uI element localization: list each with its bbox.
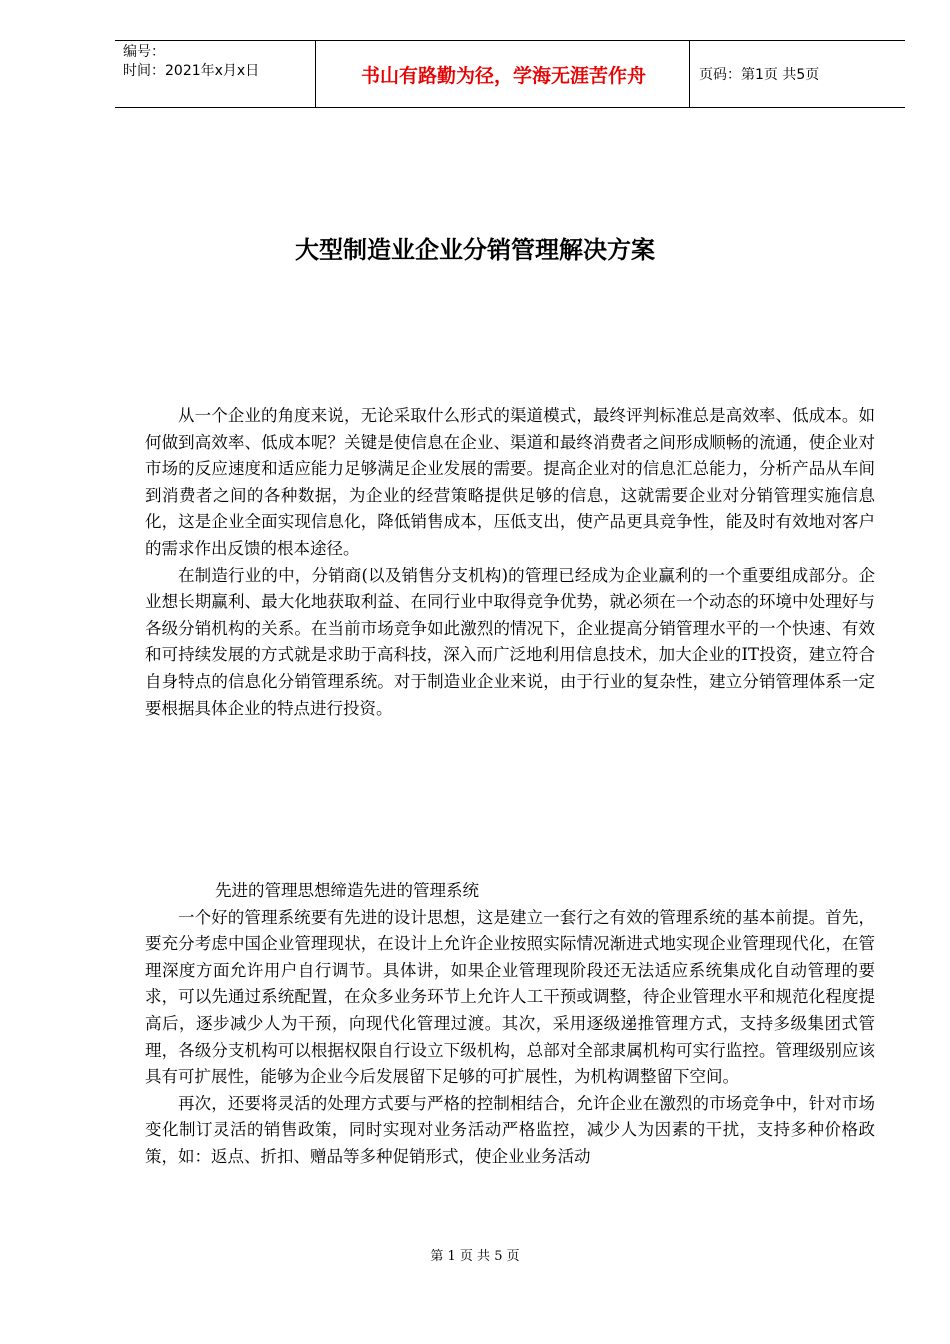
- header-divider: [689, 41, 690, 107]
- paragraph: 再次，还要将灵活的处理方式要与严格的控制相结合，允许企业在激烈的市场竞争中，针对市场变化制订灵活的销售政策，同时实现对业务活动严格监控，减少人为因素的干扰，支持多种价格政策，如：返点、折扣、赠品等多种促销形式，使企业业务活动: [145, 1093, 875, 1166]
- management-section: [145, 878, 875, 1171]
- header-divider: [315, 41, 316, 107]
- paragraph: 一个好的管理系统要有先进的设计思想，这是建立一套行之有效的管理系统的基本前提。首先，要充分考虑中国企业管理现状，在设计上允许企业按照实际情况渐进式地实现企业管理现代化，在管理深度方面允许用户自行调节。具体讲，如果企业管理现阶段还无法适应系统集成化自动管理的要求，可以先通过系统配置，在众多业务环节上允许人工干预或调整，待企业管理水平和规范化程度提高后，逐步减少人为干预，向现代化管理过渡。其次，采用逐级递推管理方式，支持多级集团式管理，各级分支机构可以根据权限自行设立下级机构，总部对全部隶属机构可实行监控。管理级别应该具有可扩展性，能够为企业今后发展留下足够的可扩展性，为机构调整留下空间。: [145, 907, 875, 1087]
- header-meta: [123, 43, 259, 81]
- page-footer: 第 1 页 共 5 页: [430, 1249, 520, 1264]
- document-title: 大型制造业企业分销管理解决方案: [295, 236, 655, 264]
- section-heading: 先进的管理思想缔造先进的管理系统: [215, 881, 479, 900]
- paragraph: 在制造行业的中，分销商(以及销售分支机构)的管理已经成为企业赢利的一个重要组成部分。企业想长期赢利、最大化地获取利益、在同行业中取得竞争优势，就必须在一个动态的环境中处理好与各级分销机构的关系。在当前市场竞争如此激烈的情况下，企业提高分销管理水平的一个快速、有效和可持续发展的方式就是求助于高科技，深入而广泛地利用信息技术，加大企业的IT投资，建立符合自身特点的信息化分销管理系统。对于制造业企业来说，由于行业的复杂性，建立分销管理体系一定要根据具体企业的特点进行投资。: [145, 565, 875, 718]
- header-page-label: 页码：第1页 共5页: [699, 67, 820, 83]
- intro-section: [145, 403, 875, 722]
- number-label: 编号：: [123, 44, 165, 60]
- time-label: 时间：2021年x月x日: [123, 63, 260, 79]
- header-motto: 书山有路勤为径，学海无涯苦作舟: [360, 64, 646, 87]
- page-header: [115, 40, 905, 108]
- paragraph: 从一个企业的角度来说，无论采取什么形式的渠道模式，最终评判标准总是高效率、低成本。如何做到高效率、低成本呢？关键是使信息在企业、渠道和最终消费者之间形成顺畅的流通，使企业对市场的反应速度和适应能力足够满足企业发展的需要。提高企业对的信息汇总能力，分析产品从车间到消费者之间的各种数据，为企业的经营策略提供足够的信息，这就需要企业对分销管理实施信息化，这是企业全面实现信息化，降低销售成本，压低支出，使产品更具竞争性，能及时有效地对客户的需求作出反馈的根本途径。: [145, 406, 875, 558]
